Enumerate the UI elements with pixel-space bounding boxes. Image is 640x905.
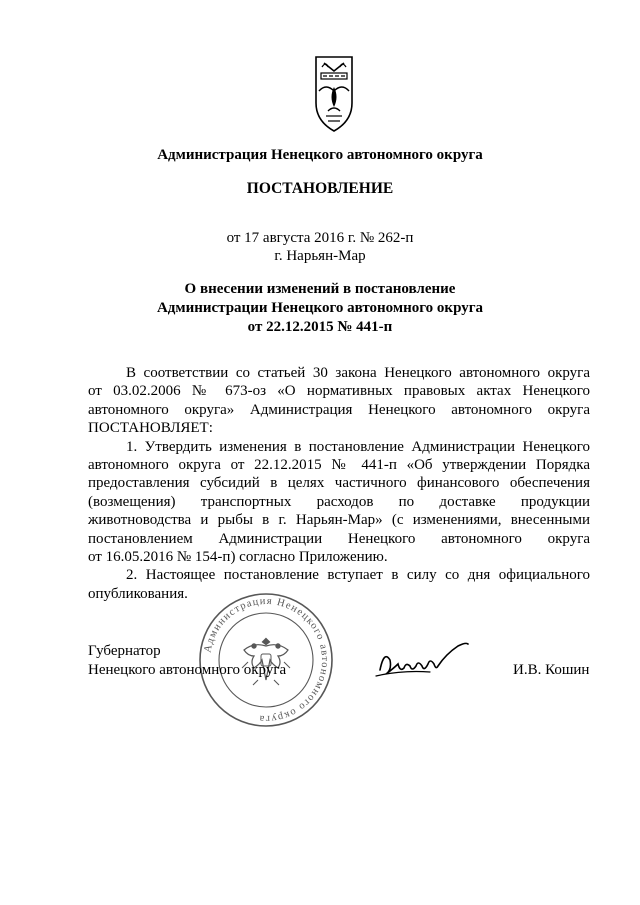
body-line: В соответствии со статьей 30 закона Ненецкого автономного округа — [126, 365, 590, 381]
body-line: (возмещения) транспортных расходов по доставке продукции — [88, 493, 590, 510]
city-line: г. Нарьян-Мар — [274, 248, 366, 264]
document-heading — [0, 280, 640, 337]
body-line: автономного округа от 22.12.2015 № 441-п «Об утверждении Порядка — [88, 457, 590, 474]
position-region: Ненецкого автономного округа — [88, 662, 287, 678]
heading-line-3: от 22.12.2015 № 441-п — [247, 319, 393, 335]
body-line: от 03.02.2006 № 673-оз «О нормативных правовых актах Ненецкого — [88, 383, 590, 400]
handwritten-signature — [372, 640, 472, 686]
signatory-name: И.В. Кошин — [513, 662, 590, 678]
administration-title: Администрация Ненецкого автономного округа — [157, 147, 483, 163]
heading-line-2: Администрации Ненецкого автономного округа — [156, 300, 484, 316]
body-line: 2. Настоящее постановление вступает в силу со дня официального — [126, 567, 590, 584]
paragraph-item-1 — [88, 438, 590, 567]
document-body — [88, 364, 590, 603]
body-line: опубликования. — [88, 585, 188, 602]
body-line: 1. Утвердить изменения в постановление Администрации Ненецкого — [126, 438, 590, 455]
signatory-position — [88, 642, 286, 680]
paragraph-preamble — [88, 364, 590, 438]
document-type: ПОСТАНОВЛЕНИЕ — [246, 180, 394, 197]
seal-legend: Администрация Ненецкого автономного округа — [202, 595, 331, 725]
body-line: от 16.05.2016 № 154-п) согласно Приложению. — [88, 549, 388, 566]
body-line: автономного округа» Администрация Ненецкого автономного округа — [88, 401, 590, 418]
position-title: Губернатор — [88, 643, 161, 659]
coat-of-arms-icon — [314, 55, 354, 133]
body-line: постановлением Администрации Ненецкого автономного округа — [88, 530, 590, 547]
body-line: животноводства и рыбы в г. Нарьян-Мар» (с изменениями, внесенными — [88, 512, 590, 529]
body-line: предоставления субсидий в целях частичного финансового обеспечения — [88, 475, 590, 492]
body-line: ПОСТАНОВЛЯЕТ: — [88, 420, 213, 437]
paragraph-item-2 — [88, 566, 590, 603]
heading-line-1: О внесении изменений в постановление — [184, 281, 456, 297]
date-number-line: от 17 августа 2016 г. № 262-п — [226, 230, 414, 246]
